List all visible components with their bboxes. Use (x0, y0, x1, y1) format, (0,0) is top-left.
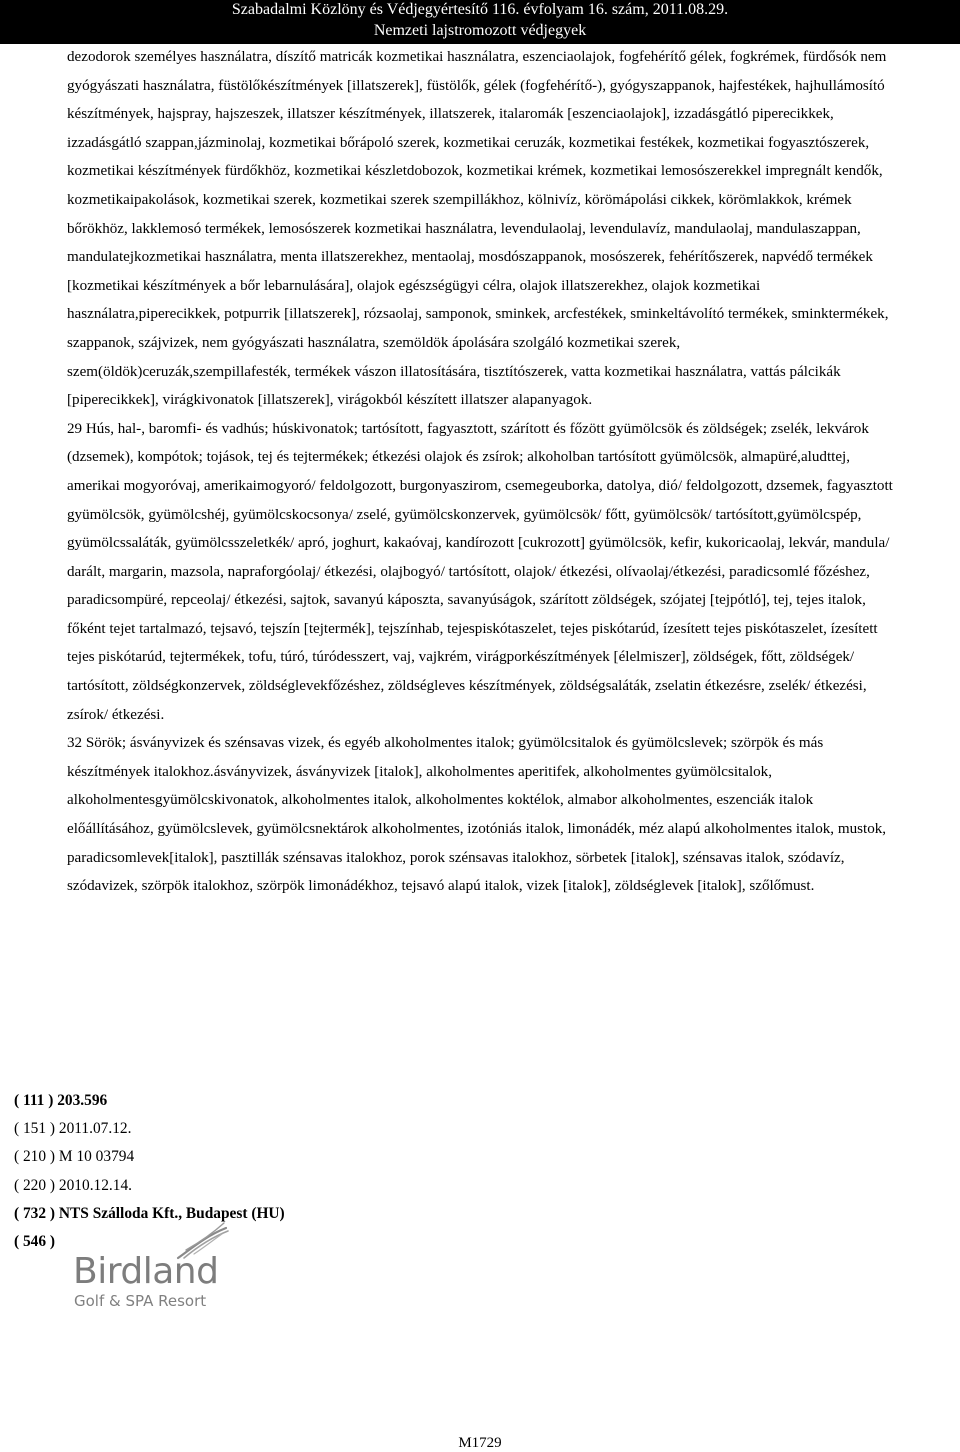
paragraph-class-29: 29 Hús, hal-, baromfi- és vadhús; húskivonatok; tartósított, fagyasztott, szárított és főzött gyümölcsök és zöldségek; zselék, lekvárok (dzsemek), kompótok; tojások, tej és tejtermékek; étkezési olajok és zsírok; alkoholban tartósított gyümölcsök, almapüré,aludttej, amerikai mogyoróvaj, amerikaimogyoró/ feldolgozott, burgonyaszirom, csemegeuborka, datolya, dió/ feldolgozott, dzsemek, fagyasztott gyümölcsök, gyümölcshéj, gyümölcskocsonya/ zselé, gyümölcskonzervek, gyümölcsök/ főtt, gyümölcsök/ tartósított,gyümölcspép, gyümölcssaláták, gyümölcsszeletkék/ apró, joghurt, kakaóvaj, kandírozott [cukrozott] gyümölcsök, kefir, kukoricaolaj, lekvár, mandula/ darált, margarin, mazsola, napraforgóolaj/ étkezési, olajbogyó/ tartósított, olajok/ étkezési, olívaolaj/étkezési, paradicsomlé főzéshez, paradicsompüré, repceolaj/ étkezési, sajtok, savanyú káposzta, savanyúságok, szárított zöldségek, szójatej [tejpótló], tej, tejes italok, főként tejet tartalmazó, tejsavó, tejszín [tejtermék], tejszínhab, tejespiskótaszelet, tejes piskótarúd, ízesített tejes piskótaszelet, ízesített tejes piskótarúd, tejtermékek, tofu, túró, túródesszert, vaj, vajkrém, virágporkészítmények [élelmiszer], zöldségek, főtt, zöldségek/ tartósított, zöldségkonzervek, zöldséglevekfőzéshez, zöldségleves készítmények, zöldségsaláták, zselatin étkezésre, zselék/ étkezési, zsírok/ étkezési. (67, 420, 893, 723)
goods-and-services-list (67, 43, 897, 901)
logo-subtitle: Golf & SPA Resort (74, 1292, 207, 1310)
paragraph-class-32: 32 Sörök; ásványvizek és szénsavas vizek, és egyéb alkoholmentes italok; gyümölcsitalok és gyümölcslevek; szörpök és más készítmények italokhoz.ásványvizek, ásványvizek [italok], alkoholmentes aperitifek, alkoholmentes gyümölcsitalok, alkoholmentesgyümölcskivonatok, alkoholmentes italok, alkoholmentes koktélok, almabor alkoholmentes, eszenciák italok előállításához, gyümölcslevek, gyümölcsnektárok alkoholmentes, izotóniás italok, limonádék, méz alapú alkoholmentes italok, mustok, paradicsomlevek[italok], pasztillák szénsavas italokhoz, porok szénsavas italokhoz, sörbetek [italok], szénsavas italok, szódavíz, szódavizek, szörpök italokhoz, szörpök limonádékhoz, tejsavó alapú italok, vizek [italok], zöldséglevek [italok], szőlőmust. (67, 735, 887, 895)
logo-wordmark: Birdland (73, 1251, 219, 1292)
field-111 (14, 1087, 285, 1115)
field-220 (14, 1172, 285, 1200)
field-code: ( 546 ) (14, 1233, 56, 1251)
paragraph-class-03-continued: dezodorok személyes használatra, díszítő matricák kozmetikai használatra, eszenciaolajok, fogfehérítő gélek, fogkrémek, fürdősók nem gyógyászati használatra, füstölőkészítmények [illatszerek], füstölők, gélek (fogfehérítő-), gyógyszappanok, hajfestékek, hajhullámosító készítmények, hajspray, hajszeszek, illatszer készítmények, illatszerek, italaromák [eszenciaolajok], izzadásgátló piperecikkek, izzadásgátló szappan,jázminolaj, kozmetikai bőrápoló szerek, kozmetikai ceruzák, kozmetikai festékek, kozmetikai fogyasztószerek, kozmetikai készítmények fürdőkhöz, kozmetikai készletdobozok, kozmetikai krémek, kozmetikai lemosószerekkel impregnált kendők, kozmetikaipakolások, kozmetikai szerek, kozmetikai szerek szempillákhoz, kölnivíz, körömápolási cikkek, körömlakkok, krémek bőrökhöz, lakklemosó termékek, lemosószerek kozmetikai használatra, levendulaolaj, levendulavíz, mandulaolaj, mandulaszappan, mandulatejkozmetikai használatra, menta illatszerekhez, mentaolaj, mosdószappanok, mosószerek, fehérítőszerek, napvédő termékek [kozmetikai készítmények a bőr lebarnulására], olajok egészségügyi célra, olajok illatszerekhez, olajok kozmetikai használatra,piperecikkek, potpurrik [illatszerek], rózsaolaj, samponok, sminkek, arcfestékek, sminkeltávolító termékek, sminktermékek, szappanok, szájvizek, nem gyógyászati használatra, szemöldök ápolására szolgáló kozmetikai szerek, szem(öldök)ceruzák,szempillafesték, termékek vászon illatosítására, tisztítószerek, vatta kozmetikai használatra, vattás pálcikák [piperecikkek], virágkivonatok [illatszerek], virágokból készített illatszer alapanyagok. (67, 49, 889, 409)
field-code: ( 220 ) (14, 1176, 56, 1194)
field-code: ( 151 ) (14, 1120, 56, 1138)
section-title: Nemzeti lajstromozott védjegyek (373, 22, 587, 39)
application-number: M 10 03794 (58, 1148, 135, 1166)
field-code: ( 111 ) (14, 1092, 54, 1109)
field-210 (14, 1143, 285, 1171)
page-number: M1729 (458, 1435, 502, 1451)
registration-date: 2011.07.12. (58, 1120, 132, 1138)
registration-number: 203.596 (57, 1092, 108, 1109)
publication-header (0, 0, 960, 44)
birdland-logo (66, 1222, 266, 1314)
holder-name: NTS Szálloda Kft., Budapest (HU) (58, 1204, 285, 1222)
field-code: ( 732 ) (14, 1204, 56, 1222)
journal-title: Szabadalmi Közlöny és Védjegyértesítő 116. évfolyam 16. szám, 2011.08.29. (231, 1, 729, 18)
field-151 (14, 1115, 285, 1143)
field-code: ( 210 ) (14, 1148, 56, 1166)
filing-date: 2010.12.14. (58, 1176, 133, 1194)
